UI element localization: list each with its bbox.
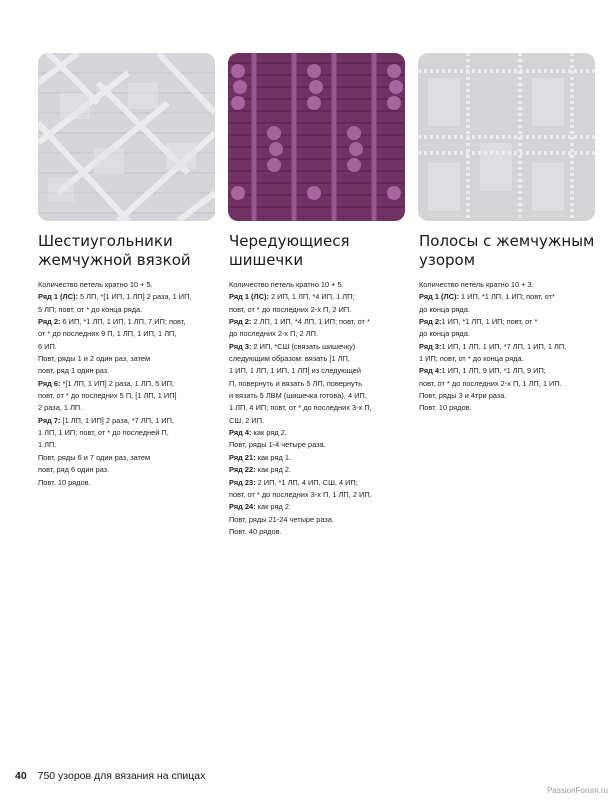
row-label: Ряд 4: (419, 366, 442, 376)
instruction-line (38, 365, 216, 377)
instruction-line (229, 464, 407, 476)
row-label: Ряд 1 (ЛС): (419, 292, 459, 302)
instruction-line (419, 402, 597, 414)
row-text: 1 ЛП. (38, 440, 57, 450)
row-text: 2 раза, 1 ЛП. (38, 403, 83, 413)
instruction-line (229, 304, 407, 316)
row-text: повт, ряд 1 один раз. (38, 366, 110, 376)
instruction-line (229, 452, 407, 464)
row-text: повт, от * до последних 2-х П, 1 ЛП, 1 ИП. (419, 378, 562, 388)
pattern-column-hexagons (38, 232, 216, 489)
row-text: 6 ИП, *1 ЛП, 1 ИП, 1 ЛП, 7 ИП; повт, (60, 317, 186, 327)
row-text: Повт, ряды 3 и 4три раза. (419, 391, 507, 401)
row-text: 1 ИП, 1 ЛП, 1 ИП, *7 ЛП, 1 ИП, 1 ЛП, (441, 341, 567, 351)
instruction-line (38, 378, 216, 390)
pattern-instructions (38, 279, 216, 489)
row-text: Повт, ряды 1-4 четыре раза. (229, 440, 326, 450)
instruction-line (229, 365, 407, 377)
row-text: как ряд 2. (255, 465, 291, 475)
instruction-line (419, 390, 597, 402)
instruction-line (229, 378, 407, 390)
row-text: и вязать 5 ЛВМ (шишечка готова), 4 ИП, (229, 391, 367, 401)
row-text: повт, от * до последних 3-х П, 1 ЛП, 2 ИП. (229, 489, 372, 499)
row-text: до конца ряда. (419, 304, 470, 314)
row-text: Повт. 10 рядов. (419, 403, 472, 413)
row-label: Ряд 22: (229, 465, 256, 475)
pattern-title: Чередующиеся шишечки (229, 232, 350, 269)
row-text: П, повернуть и вязать 5 ЛП, повернуть (229, 378, 362, 388)
row-text: до конца ряда. (419, 329, 470, 339)
instruction-line (229, 353, 407, 365)
row-label: Ряд 1 (ЛС): (229, 292, 269, 302)
instruction-line (38, 291, 216, 303)
row-label: Ряд 3: (419, 341, 442, 351)
instruction-line (229, 439, 407, 451)
row-text: следующим образом: вязать [1 ЛП, (229, 354, 350, 364)
instruction-line (38, 439, 216, 451)
instruction-line (419, 378, 597, 390)
pattern-title: Полосы с жемчужным узором (419, 232, 595, 269)
instruction-line (38, 452, 216, 464)
instruction-line (229, 427, 407, 439)
row-text: Повт. 10 рядов. (38, 477, 91, 487)
row-text: 1 ИП, *1 ЛП, 1 ИП; повт, от * (441, 317, 538, 327)
instruction-line (38, 477, 216, 489)
instruction-line (38, 353, 216, 365)
row-text: 1 ИП, *1 ЛП, 1 ИП; повт, от* (458, 292, 555, 302)
row-label: Ряд 24: (229, 502, 256, 512)
row-label: Ряд 6: (38, 378, 61, 388)
row-text: 6 ИП. (38, 341, 57, 351)
pattern-title: Шестиугольники жемчужной вязкой (38, 232, 191, 269)
row-text: 1 ЛП, 1 ИП; повт, от * до последней П, (38, 428, 169, 438)
alternating-bobbles-swatch (228, 53, 405, 221)
row-label: Ряд 21: (229, 452, 256, 462)
row-text: 2 ИП, *1 ЛП, 4 ИП, СШ, 4 ИП; (255, 477, 358, 487)
instruction-line (419, 304, 597, 316)
row-label: Ряд 7: (38, 415, 61, 425)
row-label: Ряд 2: (419, 317, 442, 327)
instruction-line (229, 390, 407, 402)
instruction-line (38, 415, 216, 427)
instruction-line (38, 427, 216, 439)
instruction-line (38, 316, 216, 328)
row-text: Повт, ряды 21-24 четыре раза. (229, 514, 334, 524)
row-text: 1 ИП, 1 ЛП, 9 ИП, *1 ЛП, 9 ИП; (441, 366, 546, 376)
instruction-line (419, 291, 597, 303)
instruction-line (38, 341, 216, 353)
instruction-line (229, 526, 407, 538)
instruction-line (229, 402, 407, 414)
instruction-line (229, 477, 407, 489)
row-text: 1 ЛП, 4 ИП; повт, от * до последних 3-х П, (229, 403, 372, 413)
instruction-line (38, 464, 216, 476)
instruction-line (38, 402, 216, 414)
instruction-line (419, 316, 597, 328)
instruction-line (229, 279, 407, 291)
row-text: до последних 2-х П, 2 ЛП. (229, 329, 318, 339)
instruction-line (229, 514, 407, 526)
instruction-line (419, 341, 597, 353)
row-text: как ряд 1. (255, 452, 291, 462)
instruction-line (229, 316, 407, 328)
row-text: 2 ЛП, 1 ИП, *4 ЛП, 1 ИП; повт, от * (251, 317, 370, 327)
row-text: 1 ИП, 1 ЛП, 1 ИП, 1 ЛП] из следующей (229, 366, 361, 376)
instruction-line (38, 328, 216, 340)
instruction-line (38, 390, 216, 402)
instruction-line (419, 353, 597, 365)
pattern-instructions (419, 279, 597, 415)
row-text: от * до последних 9 П, 1 ЛП, 1 ИП, 1 ЛП, (38, 329, 177, 339)
book-title: 750 узоров для вязания на спицах (37, 770, 206, 782)
row-label: Ряд 2: (38, 317, 61, 327)
row-text: [1 ЛП, 1 ИП] 2 раза, *7 ЛП, 1 ИП, (60, 415, 174, 425)
row-text: Количество петель кратно 10 + 5. (38, 280, 153, 289)
row-text: как ряд 2. (255, 502, 291, 512)
row-text: *[1 ЛП, 1 ИП] 2 раза, 1 ЛП, 5 ИП; (60, 378, 174, 388)
instruction-line (229, 291, 407, 303)
row-text: 1 ИП; повт, от * до конца ряда. (419, 354, 524, 364)
instruction-line (229, 415, 407, 427)
pattern-column-stripes (419, 232, 597, 415)
row-label: Ряд 2: (229, 317, 252, 327)
watermark: PassionForum.ru (547, 786, 608, 795)
row-text: как ряд 2. (251, 428, 287, 438)
seed-stripes-swatch (418, 53, 595, 221)
instruction-line (229, 341, 407, 353)
row-text: Количество петель кратно 10 + 5. (229, 280, 344, 289)
row-label: Ряд 23: (229, 477, 256, 487)
row-text: Повт. 40 рядов. (229, 526, 282, 536)
hexagon-seed-stitch-swatch (38, 53, 215, 221)
row-text: повт, от * до последних 2-х П, 2 ИП. (229, 304, 352, 314)
row-text: 5 ЛП, *[1 ИП, 1 ЛП] 2 раза, 1 ИП, (77, 292, 192, 302)
row-text: повт, от * до последних 5 П, [1 ЛП, 1 ИП] (38, 391, 177, 401)
instruction-line (38, 304, 216, 316)
instruction-line (419, 365, 597, 377)
pattern-instructions (229, 279, 407, 538)
instruction-line (229, 328, 407, 340)
row-label: Ряд 1 (ЛС): (38, 292, 78, 302)
row-text: СШ, 2 ИП. (229, 415, 265, 425)
row-text: Количество петель кратно 10 + 3. (419, 280, 534, 289)
pattern-column-bobbles (229, 232, 407, 538)
row-text: повт, ряд 6 один раз. (38, 465, 110, 475)
row-text: Повт, ряды 1 и 2 один раз, затем (38, 354, 151, 364)
row-text: 2 ИП, 1 ЛП, *4 ИП, 1 ЛП; (268, 292, 355, 302)
row-text: Повт, ряды 6 и 7 один раз, затем (38, 452, 151, 462)
row-label: Ряд 3: (229, 341, 252, 351)
instruction-line (419, 279, 597, 291)
row-text: 2 ИП, *СШ (связать шишечку) (251, 341, 356, 351)
instruction-line (419, 328, 597, 340)
instruction-line (229, 501, 407, 513)
page-footer (15, 770, 205, 782)
page-number: 40 (15, 770, 27, 782)
instruction-line (229, 489, 407, 501)
instruction-line (38, 279, 216, 291)
row-label: Ряд 4: (229, 428, 252, 438)
row-text: 5 ЛП; повт, от * до конца ряда. (38, 304, 143, 314)
